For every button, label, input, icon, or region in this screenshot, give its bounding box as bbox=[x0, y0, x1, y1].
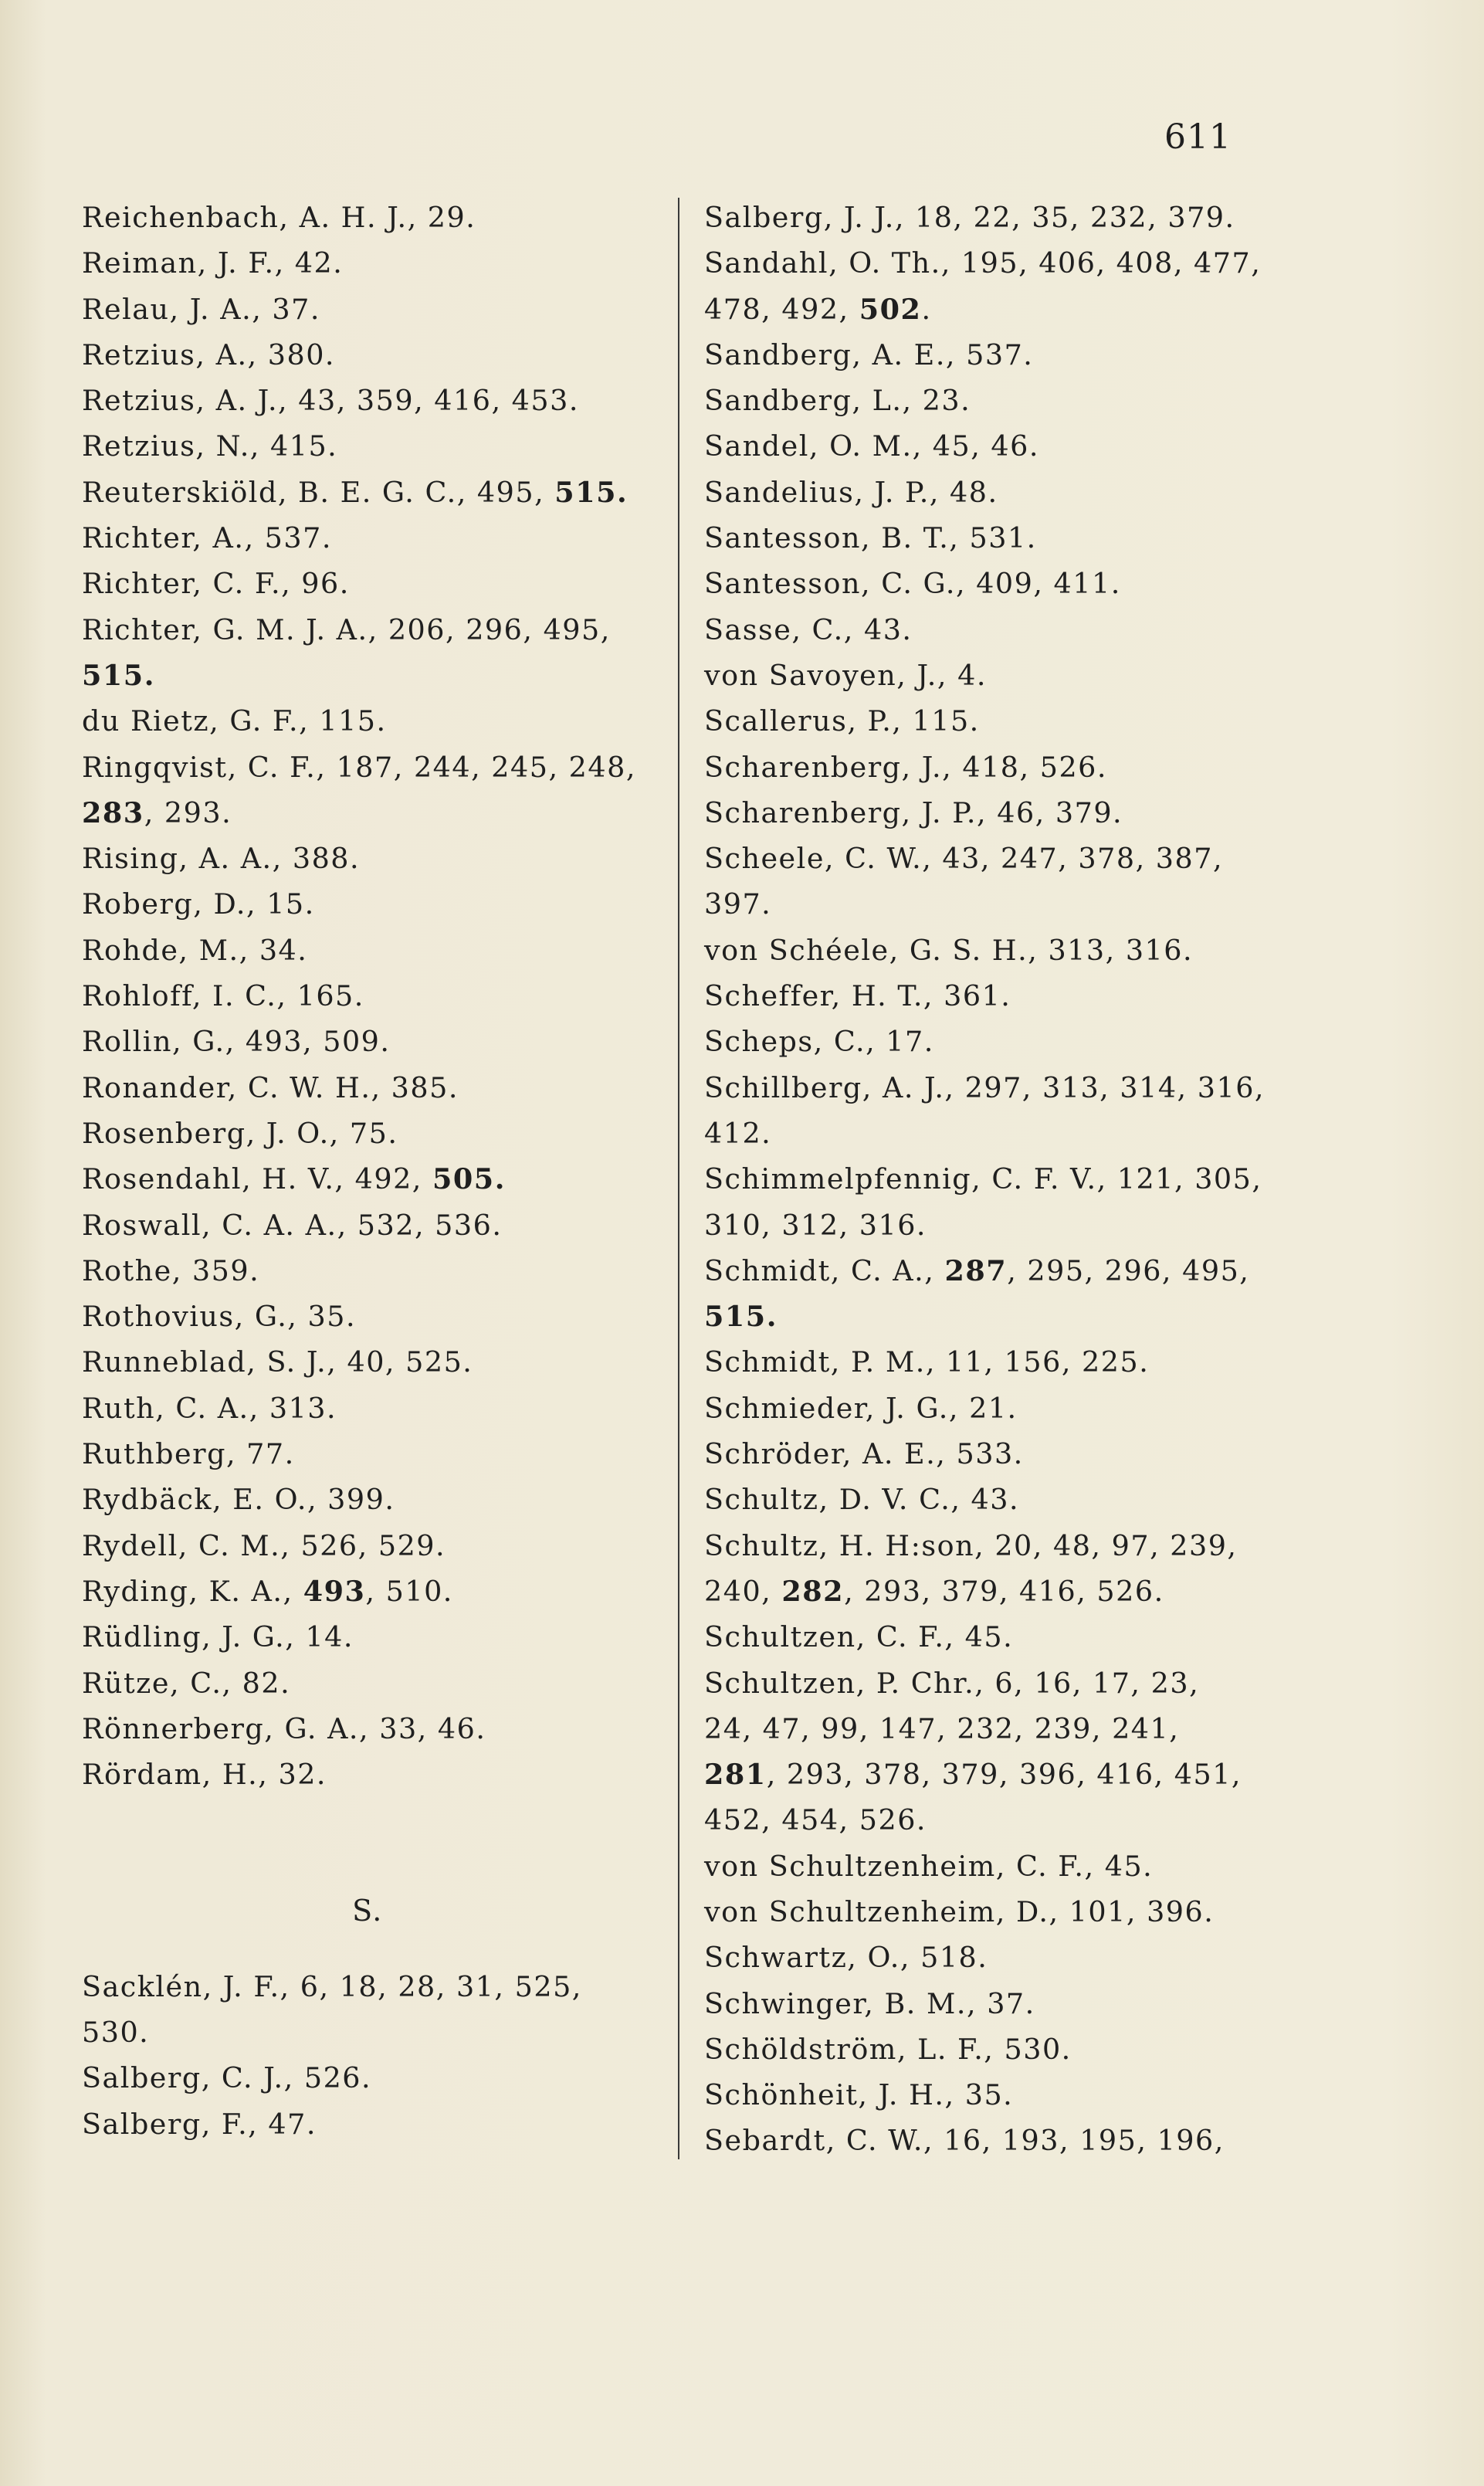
entry-text: Roberg, D., 15. bbox=[82, 887, 315, 921]
index-entry bbox=[82, 607, 669, 699]
entry-text: Retzius, N., 415. bbox=[82, 429, 338, 463]
index-entry bbox=[704, 1660, 1291, 1843]
entry-text: Santesson, B. T., 531. bbox=[704, 521, 1037, 555]
entry-text: Rydbäck, E. O., 399. bbox=[82, 1483, 395, 1517]
entry-text: Schultzen, C. F., 45. bbox=[704, 1620, 1014, 1654]
entry-text: Rydell, C. M., 526, 529. bbox=[82, 1528, 446, 1562]
entry-text: Schultz, D. V. C., 43. bbox=[704, 1483, 1020, 1517]
index-entry bbox=[704, 1385, 1291, 1431]
index-entry bbox=[704, 195, 1291, 240]
index-entry bbox=[82, 2055, 669, 2101]
index-entry bbox=[82, 423, 669, 469]
index-entry bbox=[704, 1523, 1291, 1615]
entry-text: Sandahl, O. Th., 195, 406, 408, 477, bbox=[704, 246, 1262, 280]
index-entry bbox=[82, 1706, 669, 1752]
entry-text: Schimmelpfennig, C. F. V., 121, 305, bbox=[704, 1162, 1262, 1196]
entry-text: Rütze, C., 82. bbox=[82, 1666, 291, 1700]
section-heading: S. bbox=[352, 1894, 383, 1928]
index-entry bbox=[82, 378, 669, 423]
index-entry bbox=[704, 470, 1291, 515]
entry-text: Sebardt, C. W., 16, 193, 195, 196, bbox=[704, 2124, 1225, 2158]
entry-text: Richter, G. M. J. A., 206, 296, 495, bbox=[82, 612, 611, 646]
entry-text: Schönheit, J. H., 35. bbox=[704, 2078, 1014, 2112]
entry-text: Schmieder, J. G., 21. bbox=[704, 1391, 1018, 1425]
index-entry bbox=[704, 1156, 1291, 1248]
index-entry bbox=[82, 744, 669, 836]
index-entry bbox=[704, 653, 1291, 698]
bold-page-ref: 493 bbox=[303, 1574, 366, 1608]
index-entry bbox=[82, 1477, 669, 1522]
entry-text: Relau, J. A., 37. bbox=[82, 292, 320, 326]
entry-text: Salberg, C. J., 526. bbox=[82, 2061, 372, 2095]
entry-text: Schultzen, P. Chr., 6, 16, 17, 23, bbox=[704, 1666, 1200, 1700]
index-entry bbox=[82, 1019, 669, 1064]
entry-text: Rothovius, G., 35. bbox=[82, 1300, 357, 1334]
entry-text: Rördam, H., 32. bbox=[82, 1758, 327, 1792]
index-entry bbox=[82, 240, 669, 286]
entry-text: Scheffer, H. T., 361. bbox=[704, 979, 1011, 1013]
entry-text: von Schultzenheim, C. F., 45. bbox=[704, 1849, 1154, 1883]
entry-text: Sandberg, A. E., 537. bbox=[704, 337, 1034, 371]
entry-text: Rüdling, J. G., 14. bbox=[82, 1620, 354, 1654]
entry-text: Rollin, G., 493, 509. bbox=[82, 1025, 391, 1059]
entry-text: Rothe, 359. bbox=[82, 1253, 260, 1287]
index-entry bbox=[82, 1385, 669, 1431]
entry-text: Rosenberg, J. O., 75. bbox=[82, 1116, 398, 1150]
entry-text: 530. bbox=[82, 2015, 150, 2049]
column-divider bbox=[678, 198, 679, 2159]
index-entry bbox=[704, 2026, 1291, 2072]
entry-text: Schmidt, C. A., bbox=[704, 1253, 945, 1287]
entry-text: 452, 454, 526. bbox=[704, 1803, 927, 1837]
index-entry bbox=[82, 1523, 669, 1569]
entry-text: Scheele, C. W., 43, 247, 378, 387, bbox=[704, 842, 1224, 876]
index-entry bbox=[82, 1111, 669, 1156]
entry-text: von Savoyen, J., 4. bbox=[704, 658, 987, 692]
entry-text: Sandberg, L., 23. bbox=[704, 384, 971, 418]
bold-page-ref: 281 bbox=[704, 1758, 767, 1792]
bold-page-ref: 505. bbox=[432, 1162, 506, 1196]
index-entry bbox=[82, 1431, 669, 1477]
index-entry bbox=[82, 1339, 669, 1385]
index-entry bbox=[704, 744, 1291, 790]
entry-text: Rising, A. A., 388. bbox=[82, 842, 361, 876]
index-entry bbox=[704, 2118, 1291, 2163]
index-entry bbox=[704, 1065, 1291, 1157]
entry-text: Salberg, F., 47. bbox=[82, 2107, 317, 2141]
index-entry bbox=[82, 698, 669, 744]
entry-text: Rohde, M., 34. bbox=[82, 933, 308, 967]
index-entry bbox=[704, 1248, 1291, 1340]
entry-text: 240, bbox=[704, 1574, 782, 1608]
entry-text: Rosendahl, H. V., 492, bbox=[82, 1162, 433, 1196]
index-entry bbox=[704, 836, 1291, 928]
index-entry bbox=[82, 928, 669, 973]
bold-page-ref: 287 bbox=[944, 1253, 1008, 1287]
entry-text: Reichenbach, A. H. J., 29. bbox=[82, 201, 476, 234]
bold-page-ref: 515. bbox=[82, 658, 155, 692]
index-entry bbox=[704, 1935, 1291, 1980]
entry-text: Rönnerberg, G. A., 33, 46. bbox=[82, 1711, 486, 1745]
index-entry bbox=[704, 1339, 1291, 1385]
index-entry bbox=[82, 1964, 669, 2056]
index-entry bbox=[82, 1569, 669, 1614]
entry-text: 397. bbox=[704, 887, 772, 921]
index-entry bbox=[704, 698, 1291, 744]
index-entry bbox=[704, 515, 1291, 561]
index-entry bbox=[704, 423, 1291, 469]
entry-text: Sandel, O. M., 45, 46. bbox=[704, 429, 1039, 463]
index-entry bbox=[704, 240, 1291, 332]
index-entry bbox=[82, 332, 669, 378]
index-entry bbox=[82, 836, 669, 881]
entry-text: Retzius, A., 380. bbox=[82, 337, 336, 371]
entry-text: Schwartz, O., 518. bbox=[704, 1941, 988, 1975]
index-entry bbox=[704, 1614, 1291, 1660]
entry-text: , 295, 296, 495, bbox=[1007, 1253, 1250, 1287]
entry-text: Ryding, K. A., bbox=[82, 1574, 303, 1608]
entry-text: Ruth, C. A., 313. bbox=[82, 1391, 337, 1425]
bold-page-ref: 515. bbox=[704, 1300, 778, 1334]
entry-text: 310, 312, 316. bbox=[704, 1208, 927, 1242]
entry-text: , 293. bbox=[144, 795, 232, 829]
index-entry bbox=[82, 1614, 669, 1660]
entry-text: 412. bbox=[704, 1116, 772, 1150]
index-entry bbox=[82, 1202, 669, 1248]
entry-text: . bbox=[921, 292, 932, 326]
entry-text: Richter, A., 537. bbox=[82, 521, 332, 555]
index-entry bbox=[704, 332, 1291, 378]
index-entry bbox=[704, 561, 1291, 606]
bold-page-ref: 283 bbox=[82, 795, 144, 829]
index-entry bbox=[82, 1156, 669, 1202]
index-entry bbox=[82, 515, 669, 561]
entry-text: Schultz, H. H:son, 20, 48, 97, 239, bbox=[704, 1528, 1238, 1562]
bold-page-ref: 515. bbox=[554, 475, 628, 509]
entry-text: Ronander, C. W. H., 385. bbox=[82, 1070, 459, 1104]
index-entry bbox=[82, 1248, 669, 1294]
bold-page-ref: 502 bbox=[859, 292, 922, 326]
index-entry bbox=[704, 2072, 1291, 2118]
index-entry bbox=[704, 973, 1291, 1019]
entry-text: Salberg, J. J., 18, 22, 35, 232, 379. bbox=[704, 201, 1235, 234]
index-entry bbox=[82, 287, 669, 332]
entry-text: Scheps, C., 17. bbox=[704, 1025, 934, 1059]
index-entry bbox=[704, 378, 1291, 423]
entry-text: , 293, 378, 379, 396, 416, 451, bbox=[766, 1758, 1242, 1792]
entry-text: von Schultzenheim, D., 101, 396. bbox=[704, 1894, 1215, 1928]
entry-text: von Schéele, G. S. H., 313, 316. bbox=[704, 933, 1194, 967]
entry-text: Schröder, A. E., 533. bbox=[704, 1437, 1024, 1471]
entry-text: Sandelius, J. P., 48. bbox=[704, 475, 998, 509]
entry-text: Scharenberg, J., 418, 526. bbox=[704, 750, 1108, 784]
entry-text: Rohloff, I. C., 165. bbox=[82, 979, 364, 1013]
entry-text: Sasse, C., 43. bbox=[704, 612, 913, 646]
entry-text: Sacklén, J. F., 6, 18, 28, 31, 525, bbox=[82, 1969, 582, 2003]
index-entry bbox=[82, 195, 669, 240]
index-entry bbox=[82, 470, 669, 515]
entry-text: 478, 492, bbox=[704, 292, 859, 326]
right-column bbox=[704, 195, 1291, 2164]
entry-text: 24, 47, 99, 147, 232, 239, 241, bbox=[704, 1711, 1180, 1745]
index-entry bbox=[82, 561, 669, 606]
index-entry bbox=[704, 1431, 1291, 1477]
entry-text: Reiman, J. F., 42. bbox=[82, 246, 344, 280]
index-entry bbox=[82, 973, 669, 1019]
left-column bbox=[82, 195, 669, 2147]
index-entry bbox=[704, 1981, 1291, 2026]
index-entry bbox=[704, 607, 1291, 653]
entry-text: Scallerus, P., 115. bbox=[704, 704, 980, 738]
entry-text: Retzius, A. J., 43, 359, 416, 453. bbox=[82, 384, 579, 418]
entry-text: Ruthberg, 77. bbox=[82, 1437, 295, 1471]
index-entry bbox=[704, 1889, 1291, 1935]
index-entry bbox=[82, 881, 669, 927]
entry-text: , 510. bbox=[365, 1574, 453, 1608]
index-entry bbox=[82, 1294, 669, 1339]
index-entry bbox=[82, 2101, 669, 2147]
entry-text: Schmidt, P. M., 11, 156, 225. bbox=[704, 1345, 1150, 1379]
index-entry bbox=[82, 1660, 669, 1706]
index-entry bbox=[704, 928, 1291, 973]
entry-text: du Rietz, G. F., 115. bbox=[82, 704, 387, 738]
index-entry bbox=[704, 1843, 1291, 1889]
entry-text: Roswall, C. A. A., 532, 536. bbox=[82, 1208, 503, 1242]
entry-text: Runneblad, S. J., 40, 525. bbox=[82, 1345, 473, 1379]
index-entry bbox=[704, 1019, 1291, 1064]
entry-text: Reuterskiöld, B. E. G. C., 495, bbox=[82, 475, 555, 509]
entry-text: Richter, C. F., 96. bbox=[82, 567, 350, 601]
index-entry bbox=[704, 1477, 1291, 1522]
index-entry bbox=[704, 790, 1291, 836]
entry-text: Scharenberg, J. P., 46, 379. bbox=[704, 795, 1123, 829]
entry-text: , 293, 379, 416, 526. bbox=[844, 1574, 1164, 1608]
entry-text: Ringqvist, C. F., 187, 244, 245, 248, bbox=[82, 750, 636, 784]
entry-text: Schöldström, L. F., 530. bbox=[704, 2032, 1072, 2066]
index-entry bbox=[82, 1752, 669, 1797]
entry-text: Schwinger, B. M., 37. bbox=[704, 1986, 1035, 2020]
bold-page-ref: 282 bbox=[781, 1574, 845, 1608]
entry-text: Schillberg, A. J., 297, 313, 314, 316, bbox=[704, 1070, 1265, 1104]
entry-text: Santesson, C. G., 409, 411. bbox=[704, 567, 1121, 601]
index-entry bbox=[82, 1065, 669, 1111]
page-number: 611 bbox=[1164, 117, 1232, 157]
